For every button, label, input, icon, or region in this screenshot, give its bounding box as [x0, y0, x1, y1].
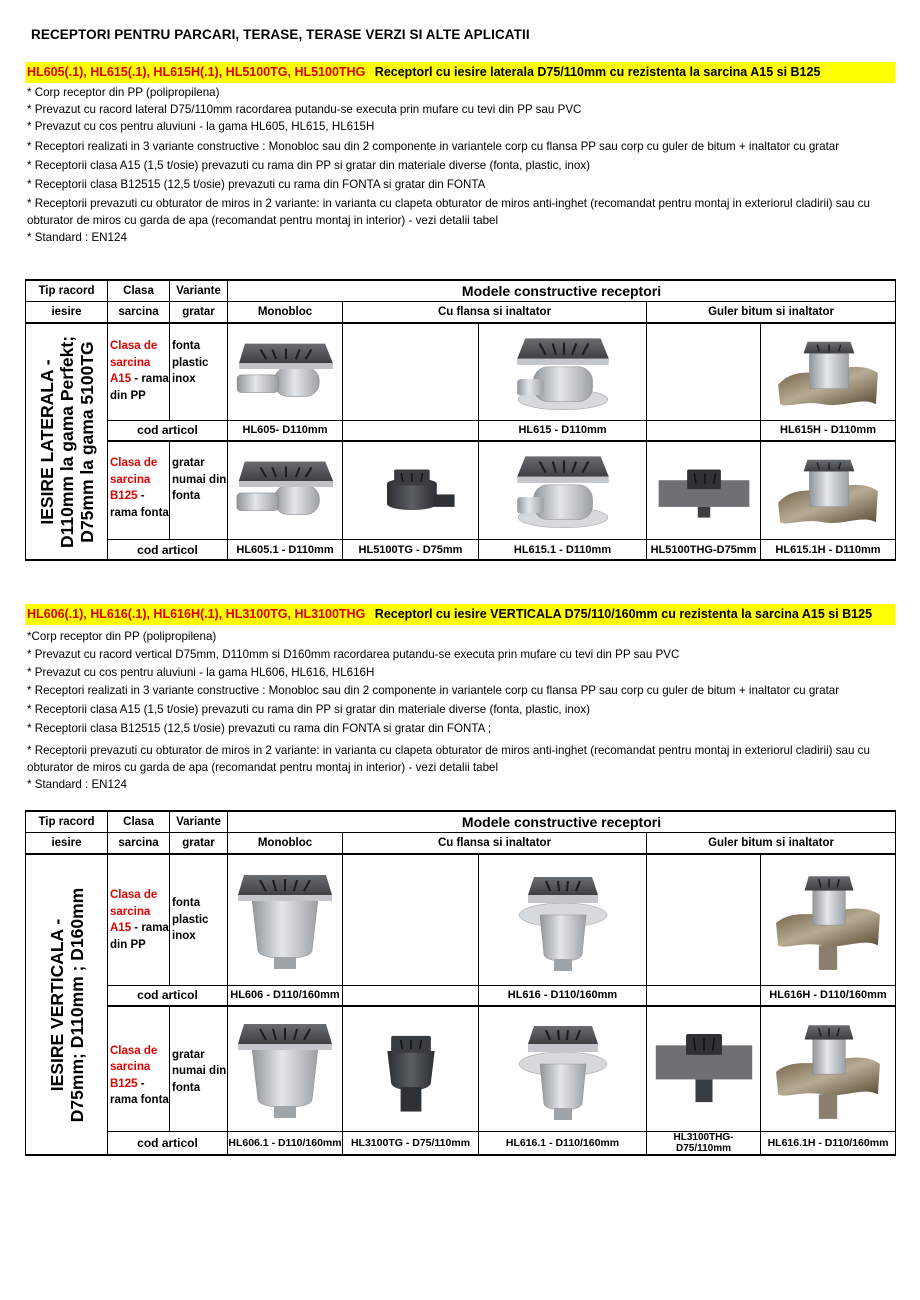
header-monobloc: Monobloc [228, 833, 343, 855]
header-variante: Variante [170, 811, 228, 833]
bullet: * Prevazut cu cos pentru aluviuni - la gama HL605, HL615, HL615H [27, 120, 375, 133]
empty-cell [343, 323, 479, 420]
cod-articol: HL616.1 - D110/160mm [479, 1132, 647, 1156]
product-image-hl3100thg [647, 1006, 761, 1132]
variante-b125: gratar numai din fonta [170, 1006, 228, 1132]
cod-articol: HL615H - D110mm [761, 420, 896, 441]
cod-articol: HL3100THG-D75/110mm [647, 1132, 761, 1156]
cod-articol-label: cod articol [108, 1132, 228, 1156]
bullet: * Prevazut cu racord vertical D75mm, D110mm si D160mm racordarea putandu-se executa prin mufare cu tevi din PP sau PVC [27, 648, 680, 661]
cod-articol: HL615.1H - D110mm [761, 540, 896, 561]
cod-articol-label: cod articol [108, 985, 228, 1006]
bullet: * Prevazut cu cos pentru aluviuni - la gama HL606, HL616, HL616H [27, 666, 375, 679]
header-tip-racord: Tip racord [26, 811, 108, 833]
product-image-hl615 [479, 323, 647, 420]
header-clasa: Clasa [108, 280, 170, 302]
header-iesire: iesire [26, 302, 108, 324]
page-title: RECEPTORI PENTRU PARCARI, TERASE, TERASE VERZI SI ALTE APLICATII [31, 27, 530, 42]
section2-table [25, 810, 896, 1156]
empty-cell [343, 854, 479, 985]
cod-articol: HL605.1 - D110mm [228, 540, 343, 561]
section1-description: Receptorl cu iesire laterala D75/110mm cu rezistenta la sarcina A15 si B125 [374, 65, 821, 79]
cod-articol [647, 420, 761, 441]
cod-articol [343, 985, 479, 1006]
product-image-hl606-1 [228, 1006, 343, 1132]
variante-a15: fonta plastic inox [170, 854, 228, 985]
section1-bullets [27, 84, 897, 246]
section2-bullets [27, 628, 897, 793]
bullet: *Corp receptor din PP (polipropilena) [27, 630, 217, 643]
product-image-hl616-1h [761, 1006, 896, 1132]
header-variante: Variante [170, 280, 228, 302]
header-clasa: Clasa [108, 811, 170, 833]
bullet: * Standard : EN124 [27, 778, 127, 791]
bullet: * Receptorii prevazuti cu obturator de miros in 2 variante: in varianta cu clapeta obturator de miros anti-inghet (recomandat pentru montaj in exteriorul cladirii) sau cu obturator de miros cu garda de apa (recomandat pentru montaj in interior) - vezi detalii tabel [27, 744, 870, 774]
bullet: * Standard : EN124 [27, 231, 127, 244]
cod-articol: HL3100TG - D75/110mm [343, 1132, 479, 1156]
product-image-hl3100tg [343, 1006, 479, 1132]
bullet: * Receptorii clasa A15 (1,5 t/osie) prevazuti cu rama din PP si gratar din materiale diverse (fonta, plastic, inox) [27, 703, 590, 716]
product-image-hl615-1h [761, 441, 896, 540]
cod-articol-label: cod articol [108, 420, 227, 442]
cod-articol: HL606 - D110/160mm [228, 985, 343, 1006]
bullet: * Receptorii prevazuti cu obturator de miros in 2 variante: in varianta cu clapeta obturator de miros anti-inghet (recomandat pentru montaj in exteriorul cladirii) sau cu obturator de miros cu garda de apa (recomandat pentru montaj in interior) - vezi detalii tabel [27, 197, 870, 227]
product-image-hl606 [228, 854, 343, 985]
cod-articol-label: cod articol [108, 540, 228, 561]
empty-cell [647, 854, 761, 985]
cod-articol: HL615 - D110mm [479, 420, 647, 441]
section2-description: Receptorl cu iesire VERTICALA D75/110/160mm cu rezistenta la sarcina A15 si B125 [374, 607, 873, 621]
header-modele: Modele constructive receptori [228, 280, 896, 302]
cod-articol: HL616H - D110/160mm [761, 985, 896, 1006]
product-image-hl616-1 [479, 1006, 647, 1132]
bullet: * Receptori realizati in 3 variante constructive : Monobloc sau din 2 componente in variantele corp cu flansa PP sau corp cu guler de bitum + inaltator cu gratar [27, 140, 840, 153]
clasa-a15: Clasa de sarcina A15 - rama din PP [108, 854, 170, 985]
bullet: * Corp receptor din PP (polipropilena) [27, 86, 220, 99]
product-image-hl615-1 [479, 441, 647, 540]
product-image-hl5100tg [343, 441, 479, 540]
cod-articol: HL606.1 - D110/160mm [228, 1132, 343, 1156]
header-guler: Guler bitum si inaltator [647, 302, 896, 324]
cod-articol [647, 985, 761, 1006]
cod-articol: HL616 - D110/160mm [479, 985, 647, 1006]
product-image-hl616h [761, 854, 896, 985]
clasa-b125: Clasa de sarcina B125 - rama fonta [108, 441, 170, 540]
header-modele: Modele constructive receptori [228, 811, 896, 833]
product-image-hl605 [228, 323, 343, 420]
bullet: * Receptorii clasa B12515 (12,5 t/osie) prevazuti cu rama din FONTA si gratar din FONTA ; [27, 722, 492, 735]
clasa-b125: Clasa de sarcina B125 - rama fonta [108, 1006, 170, 1132]
section2-codes: HL606(.1), HL616(.1), HL616H(.1), HL3100TG, HL3100THG [27, 607, 366, 621]
header-monobloc: Monobloc [228, 302, 343, 324]
header-flansa: Cu flansa si inaltator [343, 302, 647, 324]
bullet: * Receptorii clasa A15 (1,5 t/osie) prevazuti cu rama din PP si gratar din materiale diverse (fonta, plastic, inox) [27, 159, 590, 172]
cod-articol [343, 420, 479, 441]
header-gratar: gratar [170, 833, 228, 855]
cod-articol: HL5100TG - D75mm [343, 540, 479, 561]
section1-heading [25, 62, 895, 83]
product-image-hl615h [761, 323, 896, 420]
product-image-hl5100thg [647, 441, 761, 540]
variante-a15: fonta plastic inox [170, 323, 228, 441]
product-image-hl605-1 [228, 441, 343, 540]
header-guler: Guler bitum si inaltator [647, 833, 896, 855]
section2-heading [25, 604, 895, 625]
header-tip-racord: Tip racord [26, 280, 108, 302]
clasa-a15: Clasa de sarcina A15 - rama din PP [108, 323, 170, 441]
side-label: IESIRE LATERALA - D110mm la gama Perfekt; D75mm la gama 5100TG [26, 323, 108, 560]
cod-articol: HL615.1 - D110mm [479, 540, 647, 561]
bullet: * Receptorii clasa B12515 (12,5 t/osie) prevazuti cu rama din FONTA si gratar din FONTA [27, 178, 486, 191]
variante-b125: gratar numai din fonta [170, 441, 228, 540]
product-image-hl616 [479, 854, 647, 985]
header-flansa: Cu flansa si inaltator [343, 833, 647, 855]
cod-articol: HL616.1H - D110/160mm [761, 1132, 896, 1156]
header-gratar: gratar [170, 302, 228, 324]
bullet: * Receptori realizati in 3 variante constructive : Monobloc sau din 2 componente in variantele corp cu flansa PP sau corp cu guler de bitum + inaltator cu gratar [27, 684, 840, 697]
cod-articol: HL5100THG-D75mm [647, 540, 761, 561]
cod-articol: HL605- D110mm [228, 420, 343, 441]
side-label: IESIRE VERTICALA - D75mm; D110mm ; D160mm [26, 854, 108, 1155]
header-iesire: iesire [26, 833, 108, 855]
empty-cell [647, 323, 761, 420]
bullet: * Prevazut cu racord lateral D75/110mm racordarea putandu-se executa prin mufare cu tevi din PP sau PVC [27, 103, 582, 116]
header-sarcina: sarcina [108, 302, 170, 324]
section1-codes: HL605(.1), HL615(.1), HL615H(.1), HL5100TG, HL5100THG [27, 65, 366, 79]
header-sarcina: sarcina [108, 833, 170, 855]
